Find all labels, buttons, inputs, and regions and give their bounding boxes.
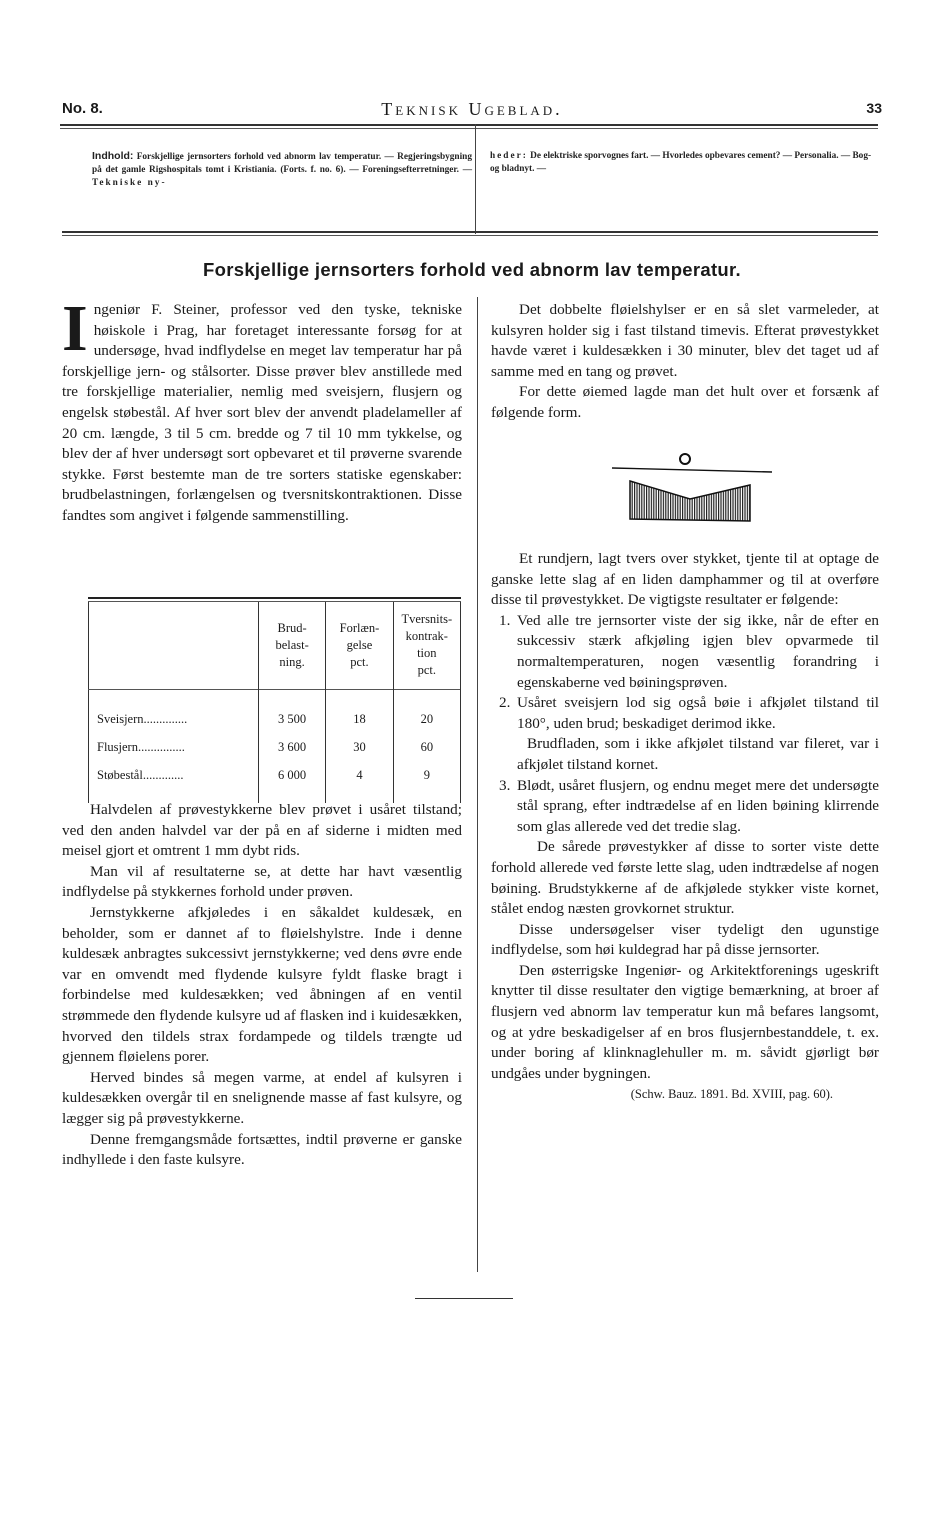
cell-kontraktion: 60 [393,733,460,761]
contents-right-text: De elektriske sporvognes fart. — Hvorledes opbevares cement? — Personalia. — Bog- og bladnyt. — [490,151,872,174]
result-item [491,611,879,693]
paragraph: De sårede prøvestykker af disse to sorter viste dette forhold allerede ved første lette slag, uden indtrædelse af nogen bøining. Brudstykkerne af de afkjølede stykker viste kornet, stålet endog næsten grovkornet struktur. [491,838,879,918]
paragraph: Disse undersøgelser viser tydeligt den ugunstige indflydelse, som høi kuldegrad har på disse jernsorter. [491,920,879,959]
material-name: Flusjern [97,739,138,754]
journal-title: Teknisk Ugeblad. [381,99,563,119]
cell-brudbelastning: 6 000 [258,761,325,789]
header-line: tion [417,646,437,661]
material-name: Støbestål [97,767,143,782]
result-text: Usåret sveisjern lod sig også bøie i afkjølet tilstand til 180°, uden brud; beskadiget derimod ikke. [517,694,879,732]
paragraph: Herved bindes så megen varme, at endel af kulsyren i kuldesækken overgår til en snelignende masse af fast kulsyre, og lægger sig på prøvestykkerne. [62,1068,462,1127]
table-grid [88,602,461,803]
paragraph: For dette øiemed lagde man det hult over et forsænk af følgende form. [491,383,879,421]
anvil-figure [610,452,780,524]
row-material [89,705,259,733]
paragraph: Denne fremgangsmåde fortsættes, indtil prøverne er ganske indhyllede i den faste kulsyre. [62,1130,462,1169]
result-number: 2. [499,694,511,712]
header-line: gelse [346,637,373,652]
cell-brudbelastning: 3 600 [258,733,325,761]
leader-dots: .............. [143,711,188,726]
contents-left [92,150,472,190]
contents-left-tail: Tekniske ny- [92,178,167,188]
cell-forlaengelse: 18 [326,705,393,733]
cell-forlaengelse: 4 [326,761,393,789]
header-line: pct. [417,663,437,678]
header-brudbelastning [258,602,325,689]
result-text: Blødt, usåret flusjern, og endnu meget mere det undersøgte stål sprang, efter indtrædelse af en liden bøining klirrende som glas allerede ved det tredie slag. [517,776,879,835]
citation: (Schw. Bauz. 1891. Bd. XVIII, pag. 60). [630,1087,833,1102]
page-number: 33 [866,100,882,116]
result-subtext: Brudfladen, som i ikke afkjølet tilstand var fileret, var i afkjølet tilstand kornet. [517,735,879,773]
left-column-continued [62,800,462,1171]
paragraph: Det dobbelte fløielshylser er en så slet varmeleder, at kulsyren holder sig i fast tilstand timevis. Efterat prøvestykket havde været i kuldesækken i 30 minuter, blev det taget ud af samme med en tang og prøvet. [491,301,879,380]
result-text: Ved alle tre jernsorter viste der sig ikke, når de efter en sukcessiv stærk afkjøling igjen blev opvarmede til normaltemperaturen, nogen væsentlig forandring i egenskaberne ved bøiningsprøven. [517,611,879,691]
table-top-rule [88,597,461,599]
result-number: 3. [499,776,511,794]
header-rule-thin [60,128,878,129]
paragraph: Den østerrigske Ingeniør- og Arkitektforenings ugeskrift knytter til disse resultater den vigtige bemærkning, at broer af flusjern ved abnorm lav temperatur kun må befares langsomt, og at ydre beskadigelser af en bros flusjernbestanddele, t. ex. under boring af klinknaglehuller m. m. såvidt gjørligt bør undgåes under bygningen. [491,961,879,1082]
table-spacer-row [89,689,461,705]
left-column [62,292,462,527]
result-item [491,776,879,838]
material-name: Sveisjern [97,711,144,726]
contents-lead: Indhold: [92,150,134,162]
row-material [89,761,259,789]
issue-number: No. 8. [62,100,103,117]
result-item [491,693,879,775]
contents-right [490,150,878,176]
header-line: Forlæn- [339,620,380,635]
intro-paragraph [62,292,462,527]
cell-forlaengelse: 30 [326,733,393,761]
header-line: Tversnits- [401,612,453,627]
contents-rule-thin [62,235,878,236]
paragraph: Man vil af resultaterne se, at dette har havt væsentlig indflydelse på stykkernes forhold under prøven. [62,862,462,901]
contents-right-head: heder: [490,151,528,161]
header-line: kontrak- [405,629,448,644]
table-row [89,733,461,761]
header-forlaengelse [326,602,393,689]
table-row [89,705,461,733]
contents-left-text: Forskjellige jernsorters forhold ved abnorm lav temperatur. — Regjeringsbygning på det gamle Rigshospitals tomt i Kristiania. (Forts. f. no. 6). — Foreningsefterretninger. — [92,152,472,175]
paragraph: Et rundjern, lagt tvers over stykket, tjente til at optage de ganske lette slag af en liden damphammer og til at overføre disse til prøvestykket. De vigtigste resultater er følgende: [491,550,879,609]
header-rule [60,124,878,126]
table-header-row [89,602,461,689]
cell-brudbelastning: 3 500 [258,705,325,733]
column-divider [477,297,478,1272]
drop-cap: I [62,292,88,365]
table-header-empty [89,602,259,689]
header-line: pct. [350,654,369,669]
anvil-diagram-icon [610,452,780,524]
leader-dots: ............... [137,739,185,754]
right-column [491,300,879,424]
right-column-continued [491,549,879,1105]
header-line: ning. [279,654,305,669]
table-row [89,761,461,789]
result-number: 1. [499,611,511,629]
cell-kontraktion: 9 [393,761,460,789]
contents-divider [475,124,476,234]
row-material [89,733,259,761]
end-rule [415,1298,513,1299]
header-kontraktion [393,602,460,689]
article-title: Forskjellige jernsorters forhold ved abnorm lav temperatur. [203,259,741,280]
header-line: belast- [275,637,309,652]
paragraph: Jernstykkerne afkjøledes i en såkaldet kuldesæk, en beholder, som er dannet af to fløielshylstre. Inde i denne kuldesæk anbragtes sukcessivt jernstykkerne; ved dens øvre ende var en omvendt med flydende kulsyre fyldt flaske bragt i forbindelse med kuldesækken; ved åbningen af en ventil strømmede den flydende kulsyre ud af flasken ind i kuidesækken, hvorved den tildels strax fordampede og tildels trængte ud gjennem fløielens porer. [62,903,462,1066]
header-line: Brud- [277,620,307,635]
contents-rule [62,231,878,233]
leader-dots: ............. [142,767,184,782]
intro-text: ngeniør F. Steiner, professor ved den tyske, tekniske høiskole i Prag, har foretaget interessante forsøg for at undersøge, hvad indflydelse en meget lav temperatur har på forskjellige jern- og stålsorter. Disse prøver blev anstillede med tre forskjellige materialier, nemlig med sveisjern, flusjern og engelsk støbestål. Af hver sort blev der anvendt pladelameller af 20 cm. længde, 3 til 5 cm. bredde og 7 til 10 mm tykkelse, og blev der af hver undersøgt sort opbevaret et til prøverne svarende stykke. Først bestemte man de tre sorters statiske egenskaber: brudbelastningen, forlængelsen og tversnitskontraktionen. Disse fandtes som angivet i følgende sammenstilling. [62,301,462,524]
paragraph: Halvdelen af prøvestykkerne blev prøvet i usåret tilstand; ved den anden halvdel var der på en af siderne i midten med meisel gjort et omtrent 1 mm dybt rids. [62,801,462,860]
properties-table [88,597,461,803]
cell-kontraktion: 20 [393,705,460,733]
